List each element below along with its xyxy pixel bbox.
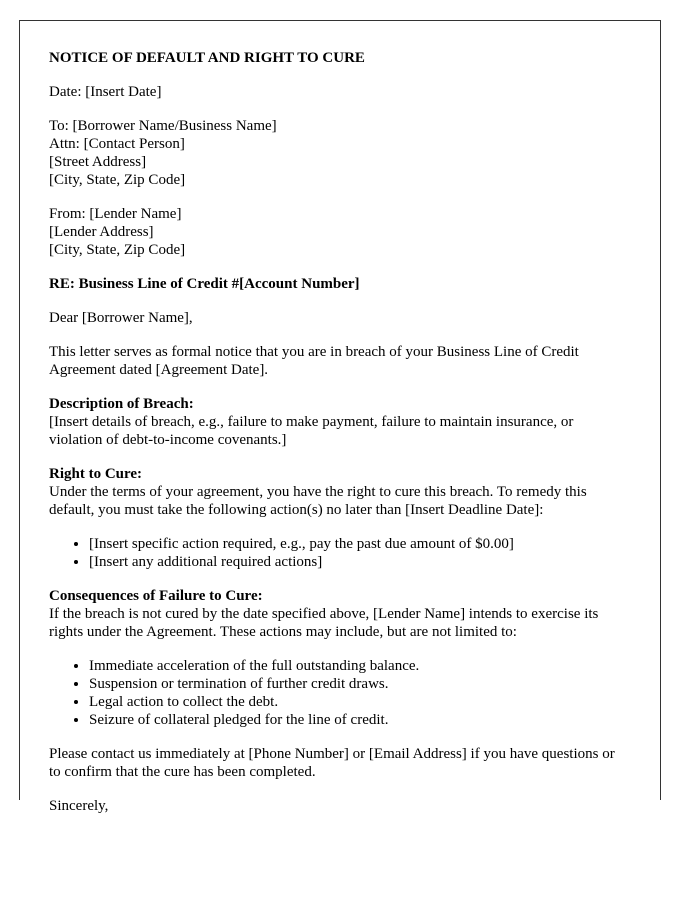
consequences-list bbox=[49, 657, 629, 729]
from-line: From: [Lender Name] bbox=[49, 206, 182, 222]
to-city-line: [City, State, Zip Code] bbox=[49, 172, 186, 188]
consequences-text: If the breach is not cured by the date specified above, [Lender Name] intends to exercise its rights under the Agreement. These actions may include, but are not limited to: bbox=[49, 606, 599, 640]
from-address-block bbox=[49, 205, 629, 259]
list-item: • Suspension or termination of further credit draws. bbox=[89, 675, 629, 693]
from-address-line: [Lender Address] bbox=[49, 224, 154, 240]
list-item: • Legal action to collect the debt. bbox=[89, 693, 629, 711]
consequences-section bbox=[49, 587, 629, 641]
letter-title: NOTICE OF DEFAULT AND RIGHT TO CURE bbox=[49, 50, 365, 66]
date-line: Date: [Insert Date] bbox=[49, 84, 162, 100]
list-item: • Seizure of collateral pledged for the line of credit. bbox=[89, 711, 629, 729]
re-line: RE: Business Line of Credit #[Account Number] bbox=[49, 276, 360, 292]
list-item: • [Insert any additional required actions] bbox=[89, 553, 629, 571]
breach-heading: Description of Breach: bbox=[49, 396, 194, 412]
attn-line: Attn: [Contact Person] bbox=[49, 136, 185, 152]
letter-page bbox=[19, 20, 661, 814]
contact-paragraph: Please contact us immediately at [Phone Number] or [Email Address] if you have questions or to confirm that the cure has been completed. bbox=[49, 746, 615, 780]
letter-body bbox=[49, 49, 629, 831]
cure-heading: Right to Cure: bbox=[49, 466, 143, 482]
to-address-block bbox=[49, 117, 629, 189]
consequences-heading: Consequences of Failure to Cure: bbox=[49, 588, 263, 604]
cure-section bbox=[49, 465, 629, 519]
breach-text: [Insert details of breach, e.g., failure to make payment, failure to maintain insurance, or violation of debt-to-income covenants.] bbox=[49, 414, 574, 448]
to-line: To: [Borrower Name/Business Name] bbox=[49, 118, 277, 134]
cure-actions-list bbox=[49, 535, 629, 571]
closing-line: Sincerely, bbox=[49, 798, 109, 814]
intro-paragraph: This letter serves as formal notice that you are in breach of your Business Line of Credit Agreement dated [Agreement Date]. bbox=[49, 344, 579, 378]
salutation: Dear [Borrower Name], bbox=[49, 310, 193, 326]
to-street-line: [Street Address] bbox=[49, 154, 147, 170]
from-city-line: [City, State, Zip Code] bbox=[49, 242, 186, 258]
list-item: • Immediate acceleration of the full outstanding balance. bbox=[89, 657, 629, 675]
breach-section bbox=[49, 395, 629, 449]
cure-text: Under the terms of your agreement, you have the right to cure this breach. To remedy this default, you must take the following action(s) no later than [Insert Deadline Date]: bbox=[49, 484, 587, 518]
list-item: • [Insert specific action required, e.g., pay the past due amount of $0.00] bbox=[89, 535, 629, 553]
